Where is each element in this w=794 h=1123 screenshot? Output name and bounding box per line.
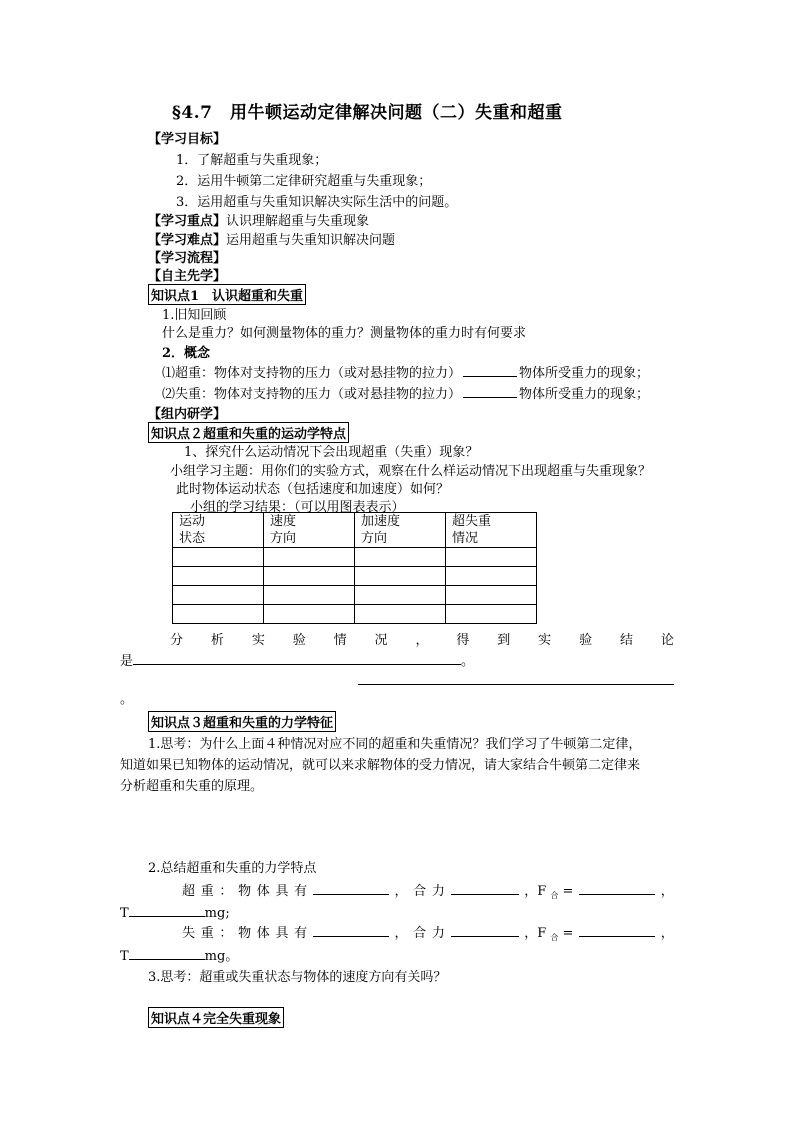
kp2-state-question: 此时物体运动状态（包括速度和加速度）如何？ bbox=[176, 482, 450, 497]
kp1-overweight-def bbox=[162, 362, 649, 381]
table-cell[interactable] bbox=[446, 548, 537, 567]
difficulty-text: 运用超重与失重知识解决问题 bbox=[226, 233, 396, 248]
page-title: §4.7 用牛顿运动定律解决问题（二）失重和超重 bbox=[172, 103, 563, 123]
table-row bbox=[173, 548, 537, 567]
goal-item-3: 3．运用超重与失重知识解决实际生活中的问题。 bbox=[176, 195, 458, 210]
weightless-f-blank[interactable] bbox=[579, 923, 655, 937]
table-cell[interactable] bbox=[173, 548, 264, 567]
kp2-topic: 小组学习主题：用你们的实验方式，观察在什么样运动情况下出现超重与失重现象？ bbox=[170, 464, 652, 479]
group-label: 【组内研学】 bbox=[148, 407, 227, 422]
table-cell[interactable] bbox=[355, 567, 446, 586]
result-table bbox=[172, 512, 537, 624]
period: 。 bbox=[461, 654, 475, 669]
table-row bbox=[173, 586, 537, 605]
focus-text: 认识理解超重与失重现象 bbox=[226, 214, 370, 229]
kp1-review-label: 1.旧知回顾 bbox=[162, 308, 227, 323]
table-cell[interactable] bbox=[355, 548, 446, 567]
kp1-weightless-def bbox=[162, 383, 649, 402]
kp3-think1-line3: 分析超重和失重的原理。 bbox=[120, 779, 264, 794]
weightless-netforce-blank[interactable] bbox=[451, 923, 519, 937]
table-cell[interactable] bbox=[173, 605, 264, 624]
kp3-think1-line2: 知道如果已知物体的运动情况，就可以来求解物体的受力情况，请大家结合牛顿第二定律来 bbox=[120, 758, 641, 773]
overweight-feature-blank[interactable] bbox=[313, 881, 389, 895]
table-row bbox=[173, 567, 537, 586]
kp2-conclusion-line bbox=[120, 650, 474, 669]
table-cell[interactable] bbox=[355, 605, 446, 624]
kp3-weightless-t-line: T mg。 bbox=[120, 945, 238, 964]
table-cell[interactable] bbox=[264, 567, 355, 586]
kp3-overweight-line: 超 重 ： 物 体 具 有 ， 合 力 ，F $_合$ = ， bbox=[182, 880, 674, 901]
kp1-concept-label: 2．概念 bbox=[162, 346, 211, 361]
overweight-prefix: ⑴超重：物体对支持物的压力（或对悬挂物的拉力） bbox=[162, 366, 462, 381]
table-header-cell: 超失重 情况 bbox=[446, 513, 537, 548]
conclusion-blank[interactable] bbox=[133, 651, 461, 665]
table-row bbox=[173, 605, 537, 624]
overweight-blank[interactable] bbox=[463, 363, 517, 377]
difficulty-label: 【学习难点】 bbox=[148, 233, 227, 248]
kp4-heading: 知识点４完全失重现象 bbox=[148, 1007, 284, 1028]
table-header-row bbox=[173, 513, 537, 548]
kp3-weightless-line: 失 重 ： 物 体 具 有 ， 合 力 ，F $_合$ = ， bbox=[182, 922, 674, 943]
conclusion-period: 。 bbox=[120, 692, 134, 707]
kp2-analysis-line: 分 析 实 验 情 况 ， 得 到 实 验 结 论 bbox=[170, 633, 674, 648]
is-label: 是 bbox=[120, 654, 134, 669]
difficulty-line bbox=[148, 229, 395, 248]
weightless-prefix: ⑵失重：物体对支持物的压力（或对悬挂物的拉力） bbox=[162, 387, 462, 402]
focus-line bbox=[148, 210, 369, 229]
kp1-heading: 知识点1 认识超重和失重 bbox=[148, 284, 306, 305]
overweight-suffix: 物体所受重力的现象； bbox=[519, 366, 650, 381]
table-cell[interactable] bbox=[173, 586, 264, 605]
kp2-heading: 知识点２超重和失重的运动学特点 bbox=[148, 422, 349, 443]
kp3-heading: 知识点３超重和失重的力学特征 bbox=[148, 711, 336, 732]
selfstudy-label: 【自主先学】 bbox=[148, 269, 227, 284]
table-cell[interactable] bbox=[355, 586, 446, 605]
overweight-t-blank[interactable] bbox=[129, 903, 205, 917]
weightless-t-blank[interactable] bbox=[129, 946, 205, 960]
table-header-cell: 运动 状态 bbox=[173, 513, 264, 548]
table-cell[interactable] bbox=[264, 605, 355, 624]
conclusion-blank-2[interactable] bbox=[358, 684, 674, 685]
overweight-f-blank[interactable] bbox=[579, 881, 655, 895]
kp2-result-label: 小组的学习结果：（可以用图表表示） bbox=[190, 500, 405, 515]
process-label: 【学习流程】 bbox=[148, 251, 227, 266]
table-header-cell: 速度 方向 bbox=[264, 513, 355, 548]
table-cell[interactable] bbox=[264, 586, 355, 605]
weightless-feature-blank[interactable] bbox=[313, 923, 389, 937]
kp3-overweight-t-line: T mg; bbox=[120, 903, 230, 921]
weightless-blank[interactable] bbox=[463, 384, 517, 398]
table-cell[interactable] bbox=[446, 567, 537, 586]
kp3-think1-line1: 1.思考：为什么上面４种情况对应不同的超重和失重情况？我们学习了牛顿第二定律， bbox=[148, 737, 642, 752]
goal-item-1: 1．了解超重与失重现象； bbox=[176, 153, 328, 168]
overweight-netforce-blank[interactable] bbox=[451, 881, 519, 895]
kp3-think3: 3.思考：超重或失重状态与物体的速度方向有关吗？ bbox=[148, 970, 447, 985]
kp1-review-question: 什么是重力？如何测量物体的重力？测量物体的重力时有何要求 bbox=[162, 326, 527, 341]
table-header-cell: 加速度 方向 bbox=[355, 513, 446, 548]
kp3-summary: 2.总结超重和失重的力学特点 bbox=[148, 861, 317, 876]
goals-label: 【学习目标】 bbox=[148, 132, 227, 147]
focus-label: 【学习重点】 bbox=[148, 214, 227, 229]
kp2-explore: 1、探究什么运动情况下会出现超重（失重）现象？ bbox=[184, 445, 479, 460]
table-cell[interactable] bbox=[446, 586, 537, 605]
weightless-suffix: 物体所受重力的现象； bbox=[519, 387, 650, 402]
table-cell[interactable] bbox=[173, 567, 264, 586]
goal-item-2: 2．运用牛顿第二定律研究超重与失重现象； bbox=[176, 174, 432, 189]
table-cell[interactable] bbox=[446, 605, 537, 624]
table-cell[interactable] bbox=[264, 548, 355, 567]
